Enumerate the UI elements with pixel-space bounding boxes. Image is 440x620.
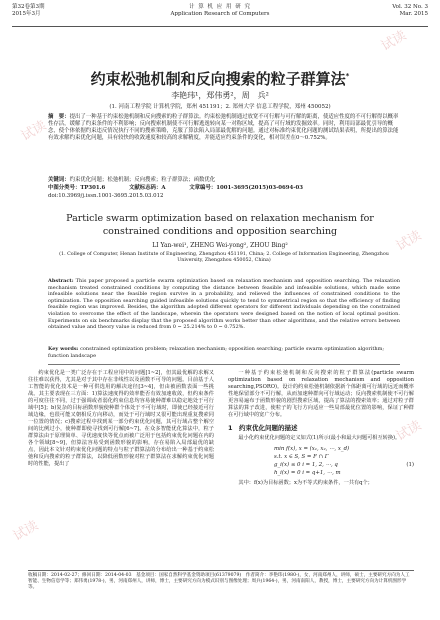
watermark-stamp: 试读 bbox=[378, 28, 410, 55]
equation-number: (1) bbox=[406, 462, 414, 468]
clc-number: 中图分类号：TP301.6 bbox=[48, 185, 106, 191]
watermark-stamp: 试读 bbox=[393, 228, 425, 255]
header-left: 第32卷第3期 2015年3月 bbox=[12, 4, 45, 17]
authors-en: LI Yan-wei¹, ZHENG Wei-yong², ZHOU Bing² bbox=[152, 242, 288, 249]
doi: doi:10.3969/j.issn.1001-3695.2015.03.012 bbox=[48, 193, 164, 199]
equation-line: h_i(x) = 0 i = q+1, ⋯, m bbox=[274, 470, 341, 476]
footnote: 收稿日期：2014-02-27；修回日期：2014-04-03 基金项目：国家自然科学基金资助项目(61379079) 作者简介：李艳玮(1980-)，女，河南郑州人，讲师，硕士，主要研究方向为人工智能、生物信息学等；郑伟勇(1978-)，男，河南郑州人，讲师，博士，主要研究方向为模式识别与图像处理；周兵(1964-)，男，河南南阳人，教授，博士，主要研究方向为计算机图形学等。 bbox=[28, 570, 414, 591]
affiliation-cn: (1. 河南工程学院 计算机学院，郑州 451191；2. 郑州大学 信息工程学院，郑州 450052) bbox=[109, 104, 331, 110]
equation-line: min f(x), x = (x₁, x₂, ⋯, x_d) bbox=[274, 446, 350, 452]
abstract-en: Abstract: This paper proposed a particle swarm optimization based on relaxation mechanism and opposition searching. The relaxation mechanism treated constrained conditions by computing the distance between feasible and infeasible solutions, which made some infeasible solutions near the feasible region survive in a probability, and relieved the influences of constrained conditions to the optimization. The opposition searching guided infeasible solutions quickly to tend to symmetrical region so that the efficiency of finding feasible region was improved. Besides, the algorithm adopted different operators for different individuals depending on the constrained violation to overcome the effect of the landscape, wherein the operators were designed based on the notion of local optimal position. Experiments on six benchmarks display that the proposed algorithm works better than other algorithms, and the relative errors between obtained value and theory value is reduced from 0 ~ 25.214% to 0 ~ 0.752%. bbox=[48, 278, 400, 331]
body-column-left bbox=[28, 370, 214, 468]
body-column-right bbox=[228, 370, 414, 487]
meta-cn bbox=[48, 185, 400, 192]
keywords-en: Key words: constrained optimization problem; relaxation mechanism; opposition searching; particle swarm optimization algorithm; function landscape bbox=[48, 346, 385, 359]
header-right: Vol. 32 No. 3 Mar. 2015 bbox=[392, 4, 428, 17]
paper-title-en: Particle swarm optimization based on relaxation mechanism for constrained conditions and opposition searching bbox=[66, 213, 374, 237]
abstract-cn: 摘 要：提出了一种基于约束松弛机制和反向搜索的粒子群算法。约束松弛机制通过放宽不可行解与可行解的距离，使适应性度的不可行解得以概率性存活，缓解了约束条件的不利影响；反向搜索机制使不可行解逃逸转向某一对称区域，提高了可行域的发掘效率。同时，利用局部最优引导的概念，使个体依据约束违反情况执行不同的搜索策略，克服了算法陷入局部最优解的问题。通过对标准约束优化问题的测试结果表明，所提出的算法能有效求解约束优化问题，具有较快的收敛速度和较高的求解精度，并能适应约束条件的变化，相对误差在0～0.752%。 bbox=[48, 114, 399, 141]
doc-code: 文献标志码：A bbox=[129, 185, 166, 191]
equation-line: g_i(x) ≤ 0 i = 1, 2, ⋯, q (1) bbox=[274, 462, 414, 468]
authors-cn: 李艳玮¹，郑伟勇²，周 兵² bbox=[171, 91, 269, 100]
watermark-stamp: 试读 bbox=[393, 418, 425, 445]
keywords-cn: 关键词：约束优化问题；松弛机制；反向搜索；粒子群算法；函数优化 bbox=[48, 177, 216, 183]
article-number: 文章编号：1001-3695(2015)03-0694-03 bbox=[189, 185, 304, 191]
watermark-stamp: 试读 bbox=[18, 118, 50, 145]
divider bbox=[48, 364, 400, 365]
body-paragraph: 一种基于约束松弛机制和反向搜索的粒子群算法(particle swarm optimization based on relaxation mechanism and opposition searching,PSORO)。设计的约束松弛机制依据新个体距离可行域的远近而概率性地保留部分不可行解，从而加速种群向可行域运动；反向搜索机制使不可行解更容易遍布于函数形貌的剧烈搜索区域，提高了算法的搜索效率；通过对粒子群算法的算子改进，使粒子的飞行方向适应一些局部最优位置的影响，保证了种群在可行域中的宽广分布。 bbox=[228, 370, 414, 418]
body-paragraph: 其中：f(x)为目标函数；x为不等式约束条件，一共有q个； bbox=[238, 480, 373, 486]
paper-title-cn: 约束松弛机制和反向搜索的粒子群算法* bbox=[90, 70, 350, 88]
running-header bbox=[12, 4, 428, 27]
header-center: 计 算 机 应 用 研 究 Application Research of Computers bbox=[170, 4, 270, 17]
section-heading: 1 约束优化问题的描述 bbox=[228, 424, 298, 432]
affiliation-en: (1. College of Computer, Henan Institute of Engineering, Zhengzhou 451191, China; 2. College of Information Engineering, Zhengzhou University, Zhengzhou 450052, China) bbox=[59, 252, 389, 264]
body-paragraph: 约束优化是一类广泛存在于工程应用中的问题[1~2]，但其最优解的求解又往往难以获得，尤其是对于其中存在非线性以及函数不可导的问题。目前基于人工智能的优化技术是一种可供选用的解决途径[3~4]，但由被函数表面一些挑战。其主要表现在三方面：1)算法速度得的效率能否有效加速收敛，但约束条件的可度往往不同，过于强调或者弱化约束信息均容易使种群难以稳定地处于可行域中[5]；b)复杂的目标函数形貌使种群个体处于不可行域时，即使已经接近可行域边缘，也很可能又朝相反方向移动，而处于可行域时又很可能出现重复搜索同一位置的情况；c)搜索过程中找到某一部分约束优化问题，其可行域占整个解空间的比例过小，使种群即使寻找到可行解[6~7]。在众多智能优化算法中，粒子群算法由于原理简单、寻优速度快等优点而被广泛用于包括约束优化问题在内的各个领域[8~9]，但算法容易受到函数形貌的影响，存在易陷入局部最优的缺点，因此本文针对约束优化问题的特点与粒子群算法的分布给出一种基于约束松弛和反向搜索的粒子群算法，以降低函数形貌对粒子群算法在求解约束优化问题时的性能，提出了 bbox=[28, 370, 214, 467]
watermark-stamp: 试读 bbox=[10, 518, 42, 545]
equation-line: s.t. x ∈ S, S = F ∩ Γ bbox=[274, 454, 329, 460]
equation-block bbox=[228, 445, 414, 477]
body-paragraph: 最小化约束优化问题的定义如式(1)所示(最小和最大问题可相互转换)。 bbox=[238, 435, 401, 441]
